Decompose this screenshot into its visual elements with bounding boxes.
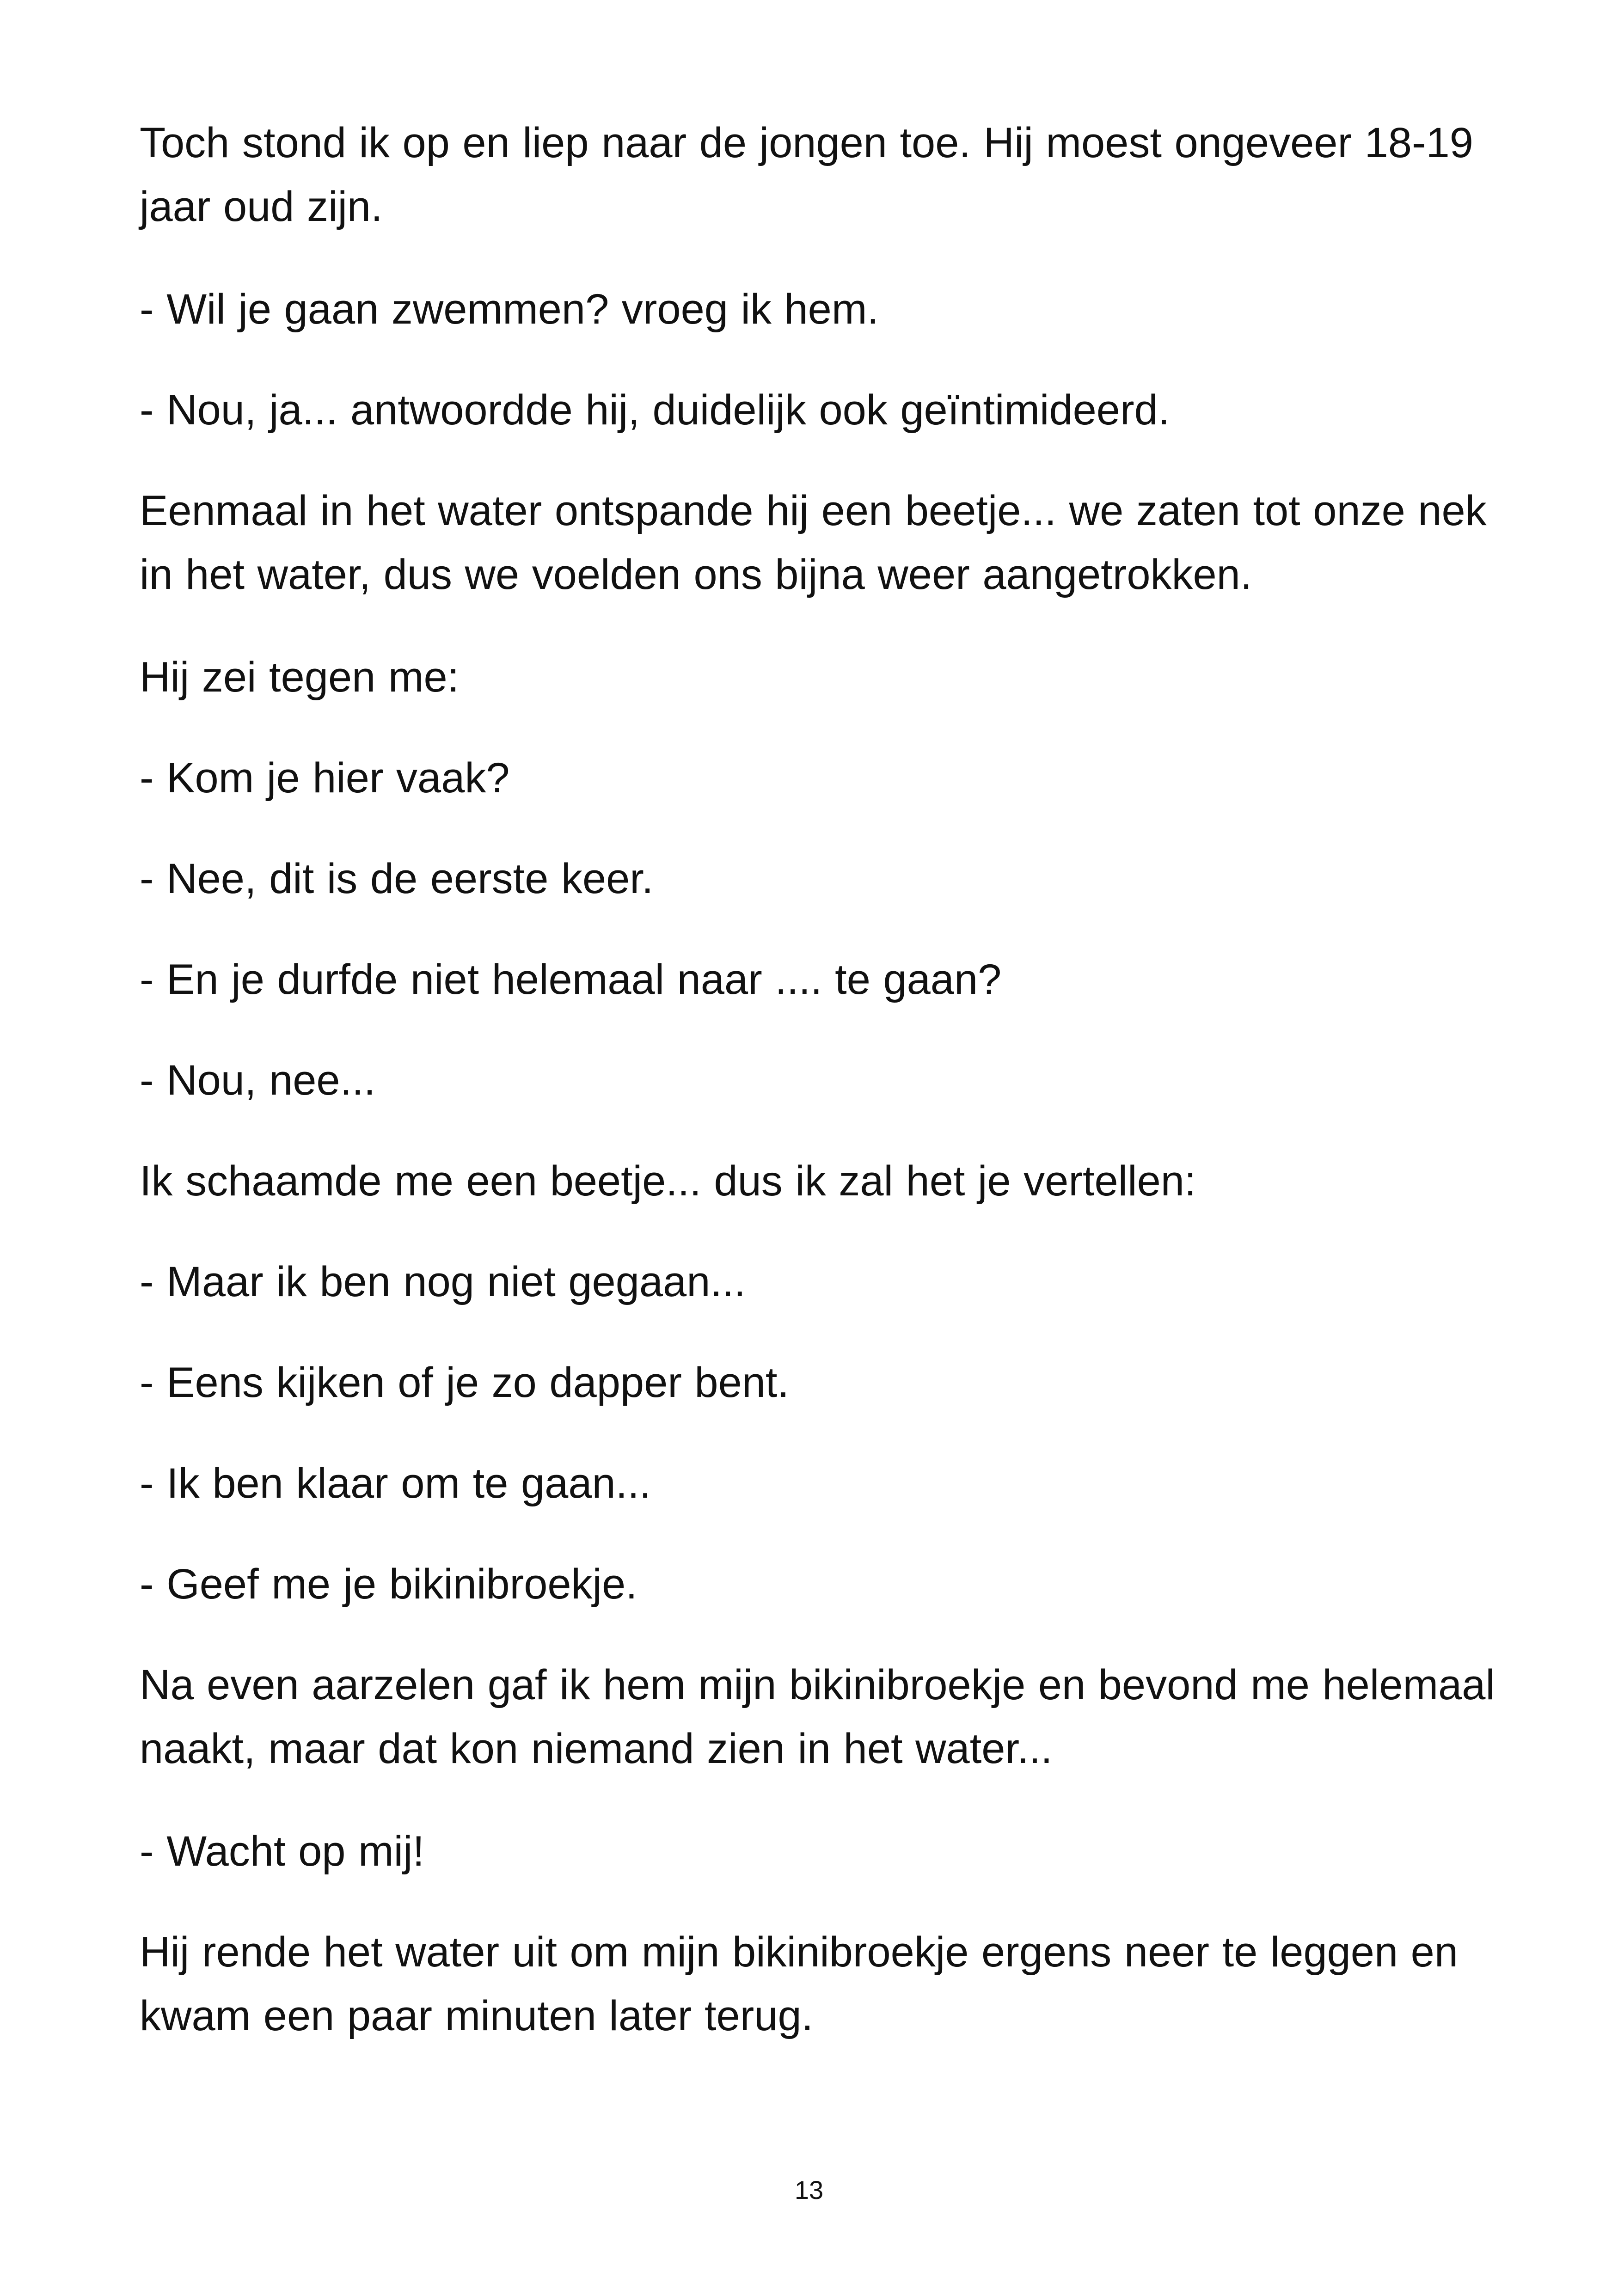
- paragraph: - Maar ik ben nog niet gegaan...: [140, 1258, 746, 1305]
- paragraph: - Nou, ja... antwoordde hij, duidelijk ook geïntimideerd.: [140, 386, 1170, 434]
- paragraph: - Ik ben klaar om te gaan...: [140, 1460, 651, 1507]
- paragraph: - Nee, dit is de eerste keer.: [140, 855, 654, 902]
- page-body: [140, 111, 1508, 2087]
- paragraph: Ik schaamde me een beetje... dus ik zal het je vertellen:: [140, 1157, 1196, 1205]
- paragraph: - En je durfde niet helemaal naar .... te gaan?: [140, 956, 1002, 1003]
- paragraph: - Wil je gaan zwemmen? vroeg ik hem.: [140, 286, 879, 333]
- paragraph: - Geef me je bikinibroekje.: [140, 1561, 637, 1608]
- paragraph: Eenmaal in het water ontspande hij een beetje... we zaten tot onze nek in het water, dus we voelden ons bijna weer aangetrokken.: [140, 487, 1487, 598]
- paragraph: - Eens kijken of je zo dapper bent.: [140, 1359, 790, 1406]
- paragraph: - Nou, nee...: [140, 1057, 376, 1104]
- paragraph: Hij zei tegen me:: [140, 654, 460, 701]
- paragraph: Na even aarzelen gaf ik hem mijn bikinibroekje en bevond me helemaal naakt, maar dat kon niemand zien in het water...: [140, 1661, 1495, 1772]
- page-number: 13: [794, 2175, 824, 2204]
- paragraph: Toch stond ik op en liep naar de jongen toe. Hij moest ongeveer 18-19 jaar oud zijn.: [140, 119, 1473, 230]
- paragraph: - Kom je hier vaak?: [140, 754, 510, 802]
- paragraph: Hij rende het water uit om mijn bikinibroekje ergens neer te leggen en kwam een paar minuten later terug.: [140, 1929, 1459, 2039]
- paragraph: - Wacht op mij!: [140, 1828, 425, 1875]
